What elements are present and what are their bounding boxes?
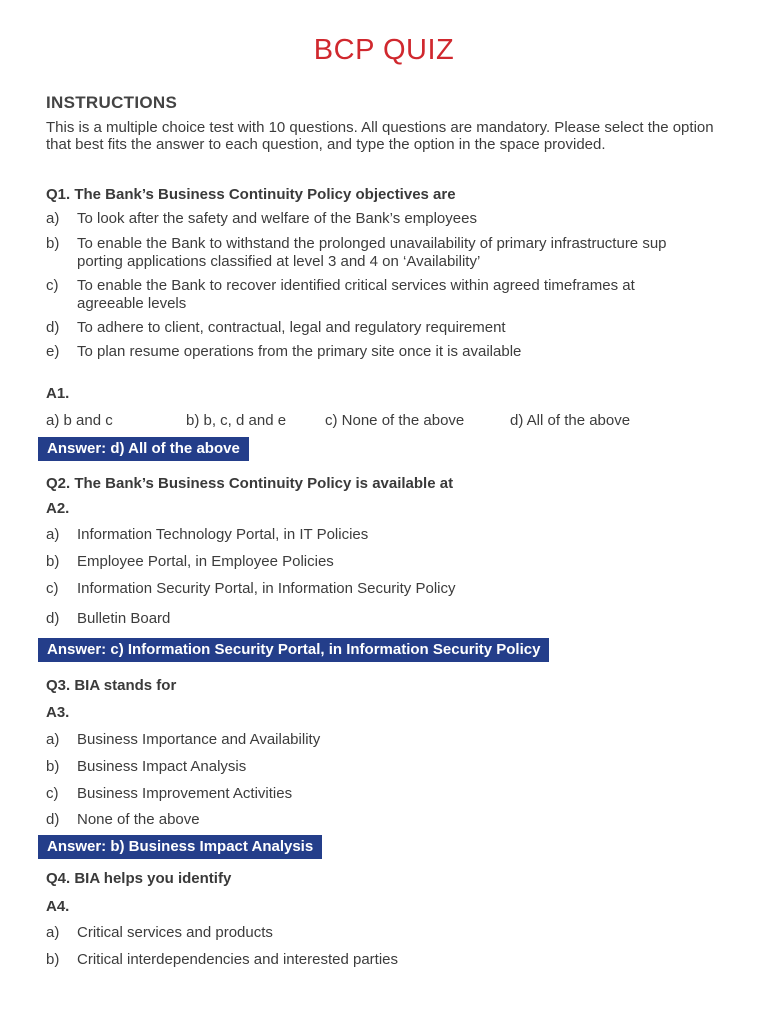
option-text: Bulletin Board [77,610,171,627]
option-text: To look after the safety and welfare of the Bank’s employees [77,210,477,227]
question-1: Q1. The Bank’s Business Continuity Policy objectives are [46,186,456,203]
answer-badge-3: Answer: b) Business Impact Analysis [38,835,322,859]
q2-option-b [46,553,726,571]
option-letter: e) [46,343,60,360]
q1-option-b [46,235,711,271]
option-text: To adhere to client, contractual, legal and regulatory requirement [77,319,506,336]
option-letter: b) [46,553,60,570]
q2-option-a [46,526,726,544]
answer-badge-2: Answer: c) Information Security Portal, in Information Security Policy [38,638,549,662]
q1-option-e [46,343,726,361]
instructions-text: This is a multiple choice test with 10 questions. All questions are mandatory. Please select the option that best fits the answer to each question, and type the option in the space provided. [46,119,714,153]
option-letter: b) [46,951,60,968]
option-letter: a) [46,731,60,748]
q1-option-d [46,319,726,337]
q3-option-b [46,758,726,776]
option-letter: d) [46,811,60,828]
q1-choice-d: d) All of the above [510,412,631,429]
option-letter: b) [46,758,60,775]
answer-label-3: A3. [46,704,70,721]
q4-option-a [46,924,726,942]
q4-option-b [46,951,726,969]
answer-label-4: A4. [46,898,70,915]
option-text: Information Technology Portal, in IT Policies [77,526,369,543]
answer-label-2: A2. [46,500,70,517]
option-text: None of the above [77,811,200,828]
question-2: Q2. The Bank’s Business Continuity Policy is available at [46,475,454,492]
option-letter: d) [46,610,60,627]
option-letter: d) [46,319,60,336]
instructions-heading: INSTRUCTIONS [46,93,178,112]
q3-option-d [46,811,726,829]
option-text: Critical services and products [77,924,273,941]
q1-option-c [46,277,686,313]
option-text: To enable the Bank to recover identified critical services within agreed timeframes at agreeable levels [77,277,635,312]
q3-option-c [46,785,726,803]
option-letter: a) [46,924,60,941]
option-text: To enable the Bank to withstand the prolonged unavailability of primary infrastructure sup porting applications classified at level 3 and 4 on ‘Availability’ [77,235,667,270]
option-text: Information Security Portal, in Information Security Policy [77,580,456,597]
page-title: BCP QUIZ [313,34,455,66]
option-letter: a) [46,210,60,227]
answer-label-1: A1. [46,385,70,402]
q1-choice-a: a) b and c [46,412,113,429]
option-text: Critical interdependencies and interested parties [77,951,399,968]
option-letter: a) [46,526,60,543]
q3-option-a [46,731,726,749]
option-text: To plan resume operations from the primary site once it is available [77,343,522,360]
q2-option-c [46,580,726,598]
option-text: Employee Portal, in Employee Policies [77,553,334,570]
q2-option-d [46,610,726,628]
option-letter: c) [46,277,59,294]
question-3: Q3. BIA stands for [46,677,177,694]
option-letter: c) [46,580,59,597]
q1-option-a [46,210,726,228]
option-text: Business Improvement Activities [77,785,293,802]
option-letter: b) [46,235,60,252]
option-letter: c) [46,785,59,802]
q1-choice-c: c) None of the above [325,412,465,429]
q1-choice-b: b) b, c, d and e [186,412,287,429]
answer-badge-1: Answer: d) All of the above [38,437,249,461]
option-text: Business Importance and Availability [77,731,321,748]
question-4: Q4. BIA helps you identify [46,870,232,887]
option-text: Business Impact Analysis [77,758,247,775]
